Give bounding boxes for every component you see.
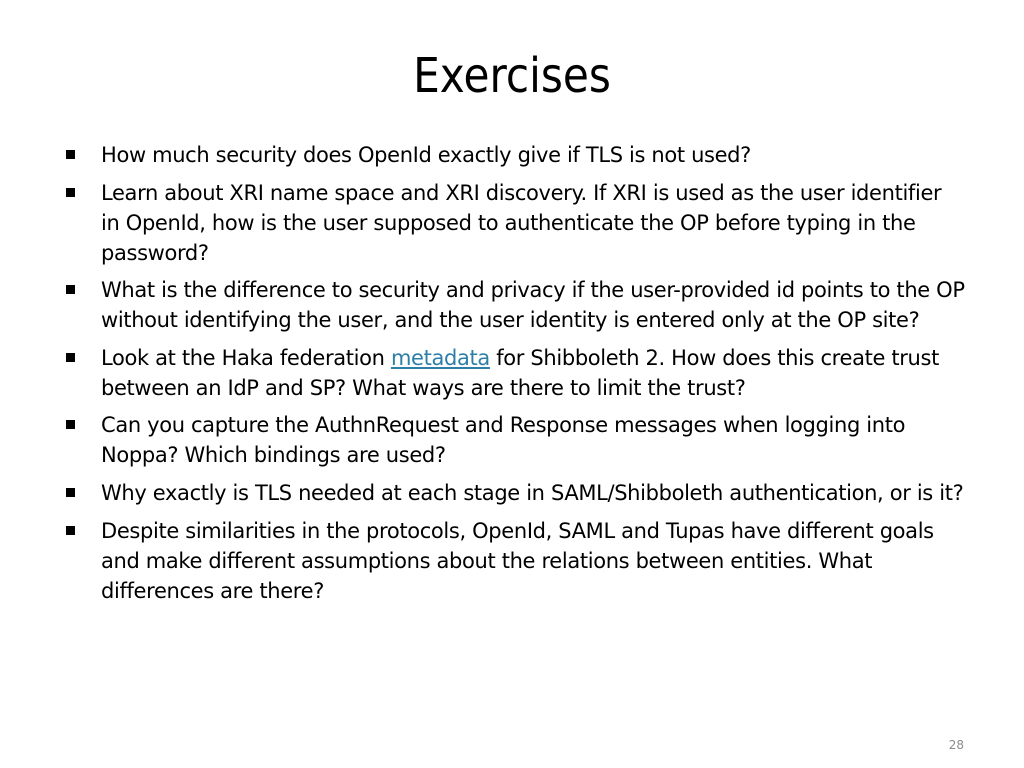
square-bullet-icon [66,420,75,429]
list-item [66,275,966,335]
square-bullet-icon [66,150,75,159]
list-item-text: Why exactly is TLS needed at each stage in SAML/Shibboleth authentication, or is it? [101,480,964,505]
list-item [66,178,966,268]
list-item-text: Learn about XRI name space and XRI discovery. If XRI is used as the user identifier in OpenId, how is the user supposed to authenticate the OP before typing in the password? [101,180,942,265]
page-number: 28 [948,738,964,752]
square-bullet-icon [66,353,75,362]
square-bullet-icon [66,488,75,497]
list-item [66,478,966,508]
list-item-text: Despite similarities in the protocols, OpenId, SAML and Tupas have different goals and make different assumptions about the relations between entities. What differences are there? [101,518,934,603]
list-item [66,343,966,403]
list-item-text: Can you capture the AuthnRequest and Response messages when logging into Noppa? Which bindings are used? [101,413,906,468]
exercise-list [66,140,966,613]
square-bullet-icon [66,526,75,535]
list-item [66,140,966,170]
slide-title: Exercises [413,48,611,104]
list-item [66,516,966,606]
list-item-text: What is the difference to security and privacy if the user-provided id points to the OP without identifying the user, and the user identity is entered only at the OP site? [101,278,965,333]
list-item-text-after-link: for Shibboleth 2. How does this create trust between an IdP and SP? What ways are there to limit the trust? [101,345,939,400]
metadata-link[interactable]: metadata [390,345,490,370]
square-bullet-icon [66,285,75,294]
list-item [66,410,966,470]
list-item-text: How much security does OpenId exactly give if TLS is not used? [101,143,751,167]
list-item-text-before-link: Look at the Haka federation [101,345,391,370]
square-bullet-icon [66,188,75,197]
